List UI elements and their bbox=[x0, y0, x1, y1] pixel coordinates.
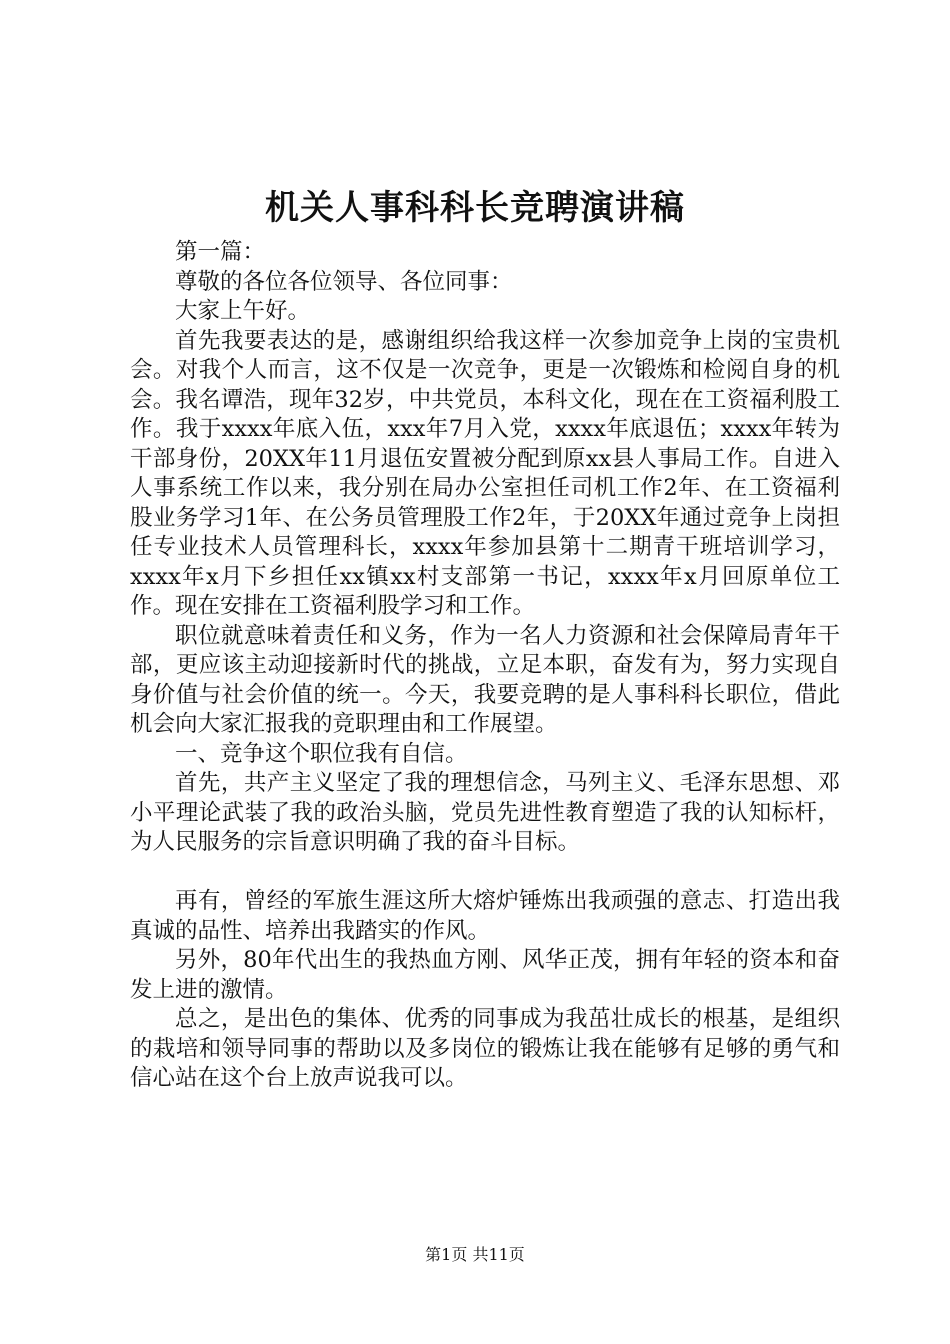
paragraph-section-heading: 第一篇： bbox=[175, 239, 266, 265]
paragraph-self-introduction: 首先我要表达的是，感谢组织给我这样一次参加竞争上岗的宝贵机会。对我个人而言，这不仅是一次竞争，更是一次锻炼和检阅自身的机会。我名谭浩，现年32岁，中共党员，本科文化，现在在工资福利股工作。我于xxxx年底入伍，xxx年7月入党，xxxx年底退伍；xxxx年转为干部身份，20XX年11月退伍安置被分配到原xx县人事局工作。自进入人事系统工作以来，我分别在局办公室担任司机工作2年、在工资福利股业务学习1年、在公务员管理股工作2年，于20XX年通过竞争上岗担任专业技术人员管理科长，xxxx年参加县第十二期青干班培训学习，xxxx年x月下乡担任xx镇xx村支部第一书记，xxxx年x月回原单位工作。现在安排在工资福利股学习和工作。 bbox=[130, 327, 840, 619]
document-body bbox=[130, 238, 840, 1094]
document-title: 机关人事科科长竞聘演讲稿 bbox=[265, 188, 685, 228]
page-number-footer: 第1页 共11页 bbox=[425, 1245, 525, 1264]
paragraph-ideals: 首先，共产主义坚定了我的理想信念，马列主义、毛泽东思想、邓小平理论武装了我的政治头脑，党员先进性教育塑造了我的认知标杆，为人民服务的宗旨意识明确了我的奋斗目标。 bbox=[130, 770, 840, 855]
paragraph-position-statement: 职位就意味着责任和义务，作为一名人力资源和社会保障局青年干部，更应该主动迎接新时代的挑战，立足本职，奋发有为，努力实现自身价值与社会价值的统一。今天，我要竞聘的是人事科科长职位，借此机会向大家汇报我的竞职理由和工作展望。 bbox=[130, 622, 840, 737]
paragraph-youth: 另外，80年代出生的我热血方刚、风华正茂，拥有年轻的资本和奋发上进的激情。 bbox=[130, 947, 840, 1003]
paragraph-salutation: 尊敬的各位各位领导、各位同事： bbox=[175, 268, 513, 295]
paragraph-summary: 总之，是出色的集体、优秀的同事成为我茁壮成长的根基，是组织的栽培和领导同事的帮助以及多岗位的锻炼让我在能够有足够的勇气和信心站在这个台上放声说我可以。 bbox=[130, 1006, 840, 1091]
paragraph-greeting: 大家上午好。 bbox=[175, 298, 311, 324]
paragraph-subheading-confidence: 一、竞争这个职位我有自信。 bbox=[175, 740, 468, 767]
paragraph-military: 再有，曾经的军旅生涯这所大熔炉锤炼出我顽强的意志、打造出我真诚的品性、培养出我踏实的作风。 bbox=[130, 888, 840, 944]
